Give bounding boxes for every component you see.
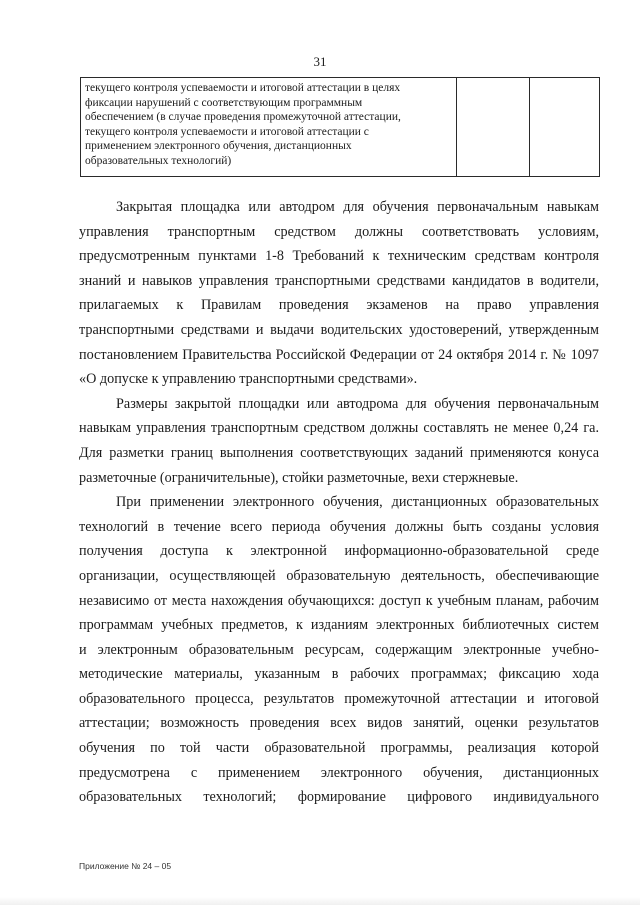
- text-line: независимо от места нахождения обучающихся: доступ к учебным планам, рабочим: [79, 592, 599, 609]
- text-line: обучения по той части образовательной программы, реализация которой: [79, 740, 599, 757]
- table-text-line: текущего контроля успеваемости и итоговой аттестации с: [85, 125, 369, 138]
- text-line: технологий в течение всего периода обучения должны быть созданы условия: [79, 518, 599, 535]
- table-text-line: фиксации нарушений с соответствующим программным: [85, 96, 363, 109]
- document-body: [79, 195, 599, 810]
- text-line: навыкам управления транспортным средством должны составлять не менее 0,24 га.: [79, 420, 599, 437]
- table-text-line: применением электронного обучения, дистанционных: [85, 140, 352, 153]
- text-line: и электронным образовательным ресурсам, содержащим электронные учебно-: [79, 641, 599, 658]
- text-line: «О допуске к управлению транспортными средствами».: [79, 371, 418, 388]
- footer-appendix-label: Приложение № 24 – 05: [79, 861, 172, 871]
- text-line: постановлением Правительства Российской Федерации от 24 октября 2014 г. № 1097: [79, 346, 599, 363]
- table-empty-cell: [457, 78, 530, 176]
- text-line: транспортными средствами и выдачи водительских удостоверений, утвержденным: [79, 321, 599, 338]
- text-line: образовательного процесса, результатов промежуточной аттестации и итоговой: [79, 690, 599, 707]
- table-text-line: текущего контроля успеваемости и итоговой аттестации в целях: [85, 82, 401, 94]
- text-line: Размеры закрытой площадки или автодрома для обучения первоначальным: [116, 395, 599, 412]
- paragraph-ground-size: [79, 392, 599, 490]
- text-line: предусмотрена с применением электронного обучения, дистанционных: [79, 764, 599, 781]
- paragraph-training-ground: [79, 195, 599, 392]
- paragraph-e-learning: [79, 490, 599, 810]
- text-line: Закрытая площадка или автодром для обучения первоначальным навыкам: [116, 199, 599, 215]
- text-line: предусмотренным пунктами 1-8 Требований к техническим средствам контроля: [79, 248, 599, 265]
- page-number: 31: [313, 54, 327, 69]
- requirements-table-fragment: [80, 77, 600, 177]
- text-line: получения доступа к электронной информационно-образовательной среде: [79, 543, 599, 560]
- table-text-cell: [81, 78, 457, 176]
- scan-edge: [0, 897, 640, 905]
- text-line: При применении электронного обучения, дистанционных образовательных: [116, 494, 599, 511]
- table-text-line: образовательных технологий): [85, 154, 232, 167]
- text-line: разметочные (ограничительные), стойки разметочные, вехи стержневые.: [79, 469, 519, 486]
- text-line: прилагаемых к Правилам проведения экзаменов на право управления: [79, 297, 599, 314]
- text-line: Для разметки границ выполнения соответствующих заданий применяются конуса: [79, 444, 599, 461]
- text-line: программам учебных предметов, к изданиям электронных библиотечных систем: [79, 617, 599, 634]
- text-line: организации, осуществляющей образовательную деятельность, обеспечивающие: [79, 567, 599, 584]
- text-line: образовательных технологий; формирование цифрового индивидуального: [79, 789, 599, 806]
- table-text-line: обеспечением (в случае проведения промежуточной аттестации,: [85, 111, 401, 124]
- text-line: знаний и навыков управления транспортными средствами кандидатов в водители,: [79, 272, 599, 289]
- text-line: аттестации; возможность проведения всех видов занятий, оценки результатов: [79, 715, 599, 732]
- table-empty-cell: [530, 78, 599, 176]
- text-line: методические материалы, указанным в рабочих программах; фиксацию хода: [79, 666, 599, 683]
- text-line: управления транспортным средством должны соответствовать условиям,: [79, 223, 599, 240]
